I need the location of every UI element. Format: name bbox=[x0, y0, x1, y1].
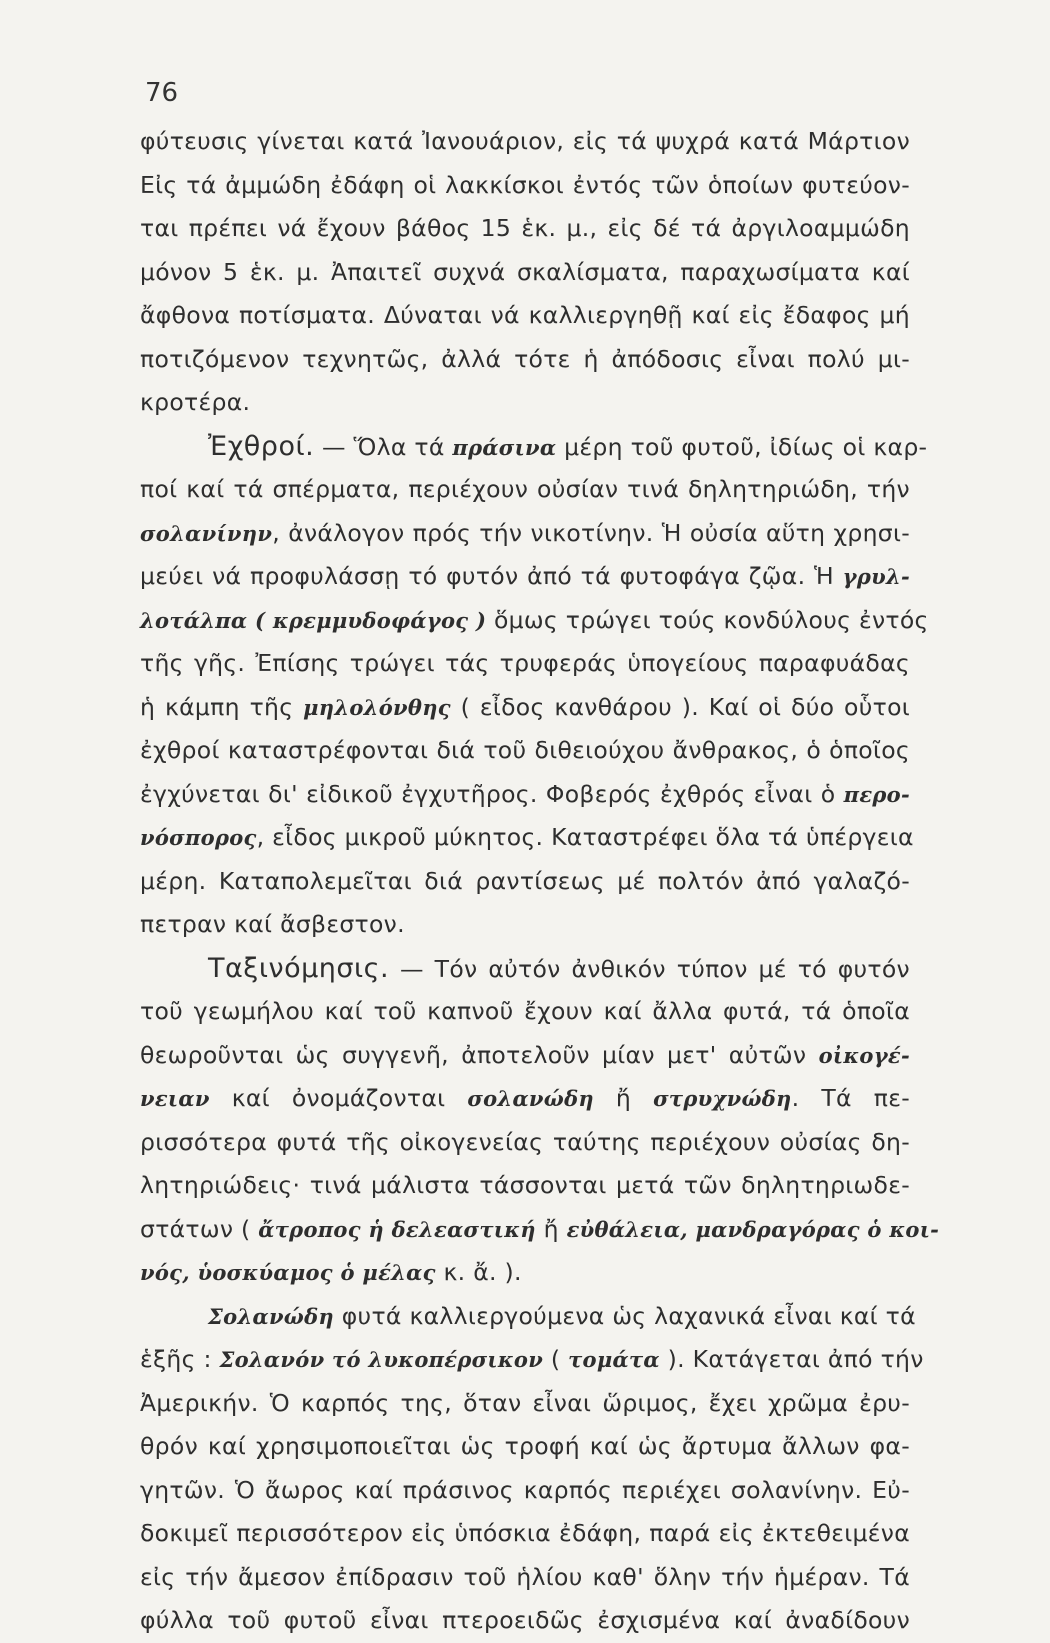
text-line bbox=[140, 120, 910, 164]
text-line bbox=[140, 164, 910, 208]
emphasized-term: λοτάλπα ( κρεμμυδοφάγος ) bbox=[140, 607, 487, 633]
text-line bbox=[140, 251, 910, 295]
emphasized-term: ἄτροπος ἡ δελεαστική bbox=[258, 1216, 536, 1242]
text-segment: ἡ κάμπη τῆς bbox=[140, 692, 304, 721]
emphasized-term: πράσινα bbox=[452, 434, 557, 460]
text-line bbox=[140, 599, 929, 643]
text-segment: ἄφθονα ποτίσματα. Δύναται νά καλλιεργηθῇ καί εἰς ἔδαφος μή bbox=[140, 301, 910, 329]
text-segment: . Τά πε- bbox=[791, 1084, 911, 1112]
text-segment: ἑξῆς : bbox=[140, 1345, 220, 1373]
text-line bbox=[140, 512, 910, 556]
emphasized-term: νός, ὑοσκύαμος ὁ μέλας bbox=[140, 1260, 436, 1285]
text-segment: φύλλα τοῦ φυτοῦ εἶναι πτεροειδῶς ἐσχισμένα καί ἀναδίδουν bbox=[140, 1606, 910, 1634]
text-segment: μέρη τοῦ φυτοῦ, ἰδίως οἱ καρ- bbox=[556, 432, 928, 461]
emphasized-term: γρυλ- bbox=[842, 564, 910, 589]
text-line bbox=[140, 338, 910, 382]
text-line bbox=[140, 860, 910, 904]
emphasized-term: τομάτα bbox=[568, 1347, 660, 1372]
text-segment: ( εἶδος κανθάρου ). Καί οἱ δύο οὗτοι bbox=[450, 692, 910, 721]
text-segment: ἤ bbox=[535, 1214, 567, 1243]
text-line bbox=[140, 773, 910, 817]
text-segment: , ἀνάλογον πρός τήν νικοτίνην. Ἡ οὐσία αὕτη χρησι- bbox=[272, 518, 910, 547]
text-line bbox=[140, 1338, 924, 1382]
text-line bbox=[140, 1295, 916, 1339]
emphasized-term: οἰκογέ- bbox=[818, 1042, 910, 1068]
text-line bbox=[140, 686, 910, 730]
text-segment: γητῶν. Ὁ ἄωρος καί πράσινος καρπός περιέχει σολανίνην. Εὐ- bbox=[140, 1475, 910, 1504]
text-line bbox=[140, 1556, 910, 1600]
text-segment: — Ὅλα τά bbox=[314, 432, 453, 461]
text-segment: θεωροῦνται ὡς συγγενῆ, ἀποτελοῦν μίαν μετ' αὐτῶν bbox=[140, 1040, 819, 1069]
text-segment: ( bbox=[543, 1345, 569, 1373]
text-line bbox=[140, 903, 910, 947]
text-segment: ). Κατάγεται ἀπό τήν bbox=[659, 1345, 924, 1373]
body-text bbox=[140, 120, 940, 1643]
text-segment: πετραν καί ἄσβεστον. bbox=[140, 910, 405, 938]
text-line bbox=[140, 1034, 910, 1078]
text-line bbox=[140, 1208, 940, 1252]
text-line bbox=[140, 990, 910, 1034]
text-segment: δοκιμεῖ περισσότερον εἰς ὑπόσκια ἐδάφη, παρά εἰς ἐκτεθειμένα bbox=[140, 1519, 910, 1547]
text-segment: μόνον 5 ἑκ. μ. Ἀπαιτεῖ συχνά σκαλίσματα, παραχωσίματα καί bbox=[140, 257, 910, 286]
text-segment: θρόν καί χρησιμοποιεῖται ὡς τροφή καί ὡς ἄρτυμα ἄλλων φα- bbox=[140, 1432, 910, 1460]
text-segment: ἤ bbox=[593, 1084, 654, 1112]
emphasized-term: μηλολόνθης bbox=[303, 694, 451, 720]
text-segment: κροτέρα. bbox=[140, 388, 251, 416]
text-segment: ποτιζόμενον τεχνητῶς, ἀλλά τότε ἡ ἀπόδοσις εἶναι πολύ μι- bbox=[140, 344, 910, 373]
text-segment: μέρη. Καταπολεμεῖται διά ραντίσεως μέ πολτόν ἀπό γαλαζό- bbox=[140, 866, 910, 895]
text-segment: λητηριώδεις· τινά μάλιστα τάσσονται μετά τῶν δηλητηριωδε- bbox=[140, 1171, 910, 1199]
text-segment: ται πρέπει νά ἔχουν βάθος 15 ἑκ. μ., εἰς δέ τά ἀργιλοαμμώδη bbox=[140, 214, 910, 242]
text-segment: φυτά καλλιεργούμενα ὡς λαχανικά εἶναι καί τά bbox=[333, 1301, 916, 1330]
text-segment: ρισσότερα φυτά τῆς οἰκογενείας ταύτης περιέχουν οὐσίας δη- bbox=[140, 1127, 910, 1156]
text-segment: , εἶδος μικροῦ μύκητος. Καταστρέφει ὅλα τά ὑπέργεια bbox=[256, 823, 914, 851]
text-segment: μεύει νά προφυλάσσῃ τό φυτόν ἀπό τά φυτοφάγα ζῷα. Ἡ bbox=[140, 562, 843, 590]
text-line bbox=[140, 816, 914, 860]
emphasized-term: σολανώδη bbox=[467, 1086, 594, 1111]
text-line bbox=[140, 1164, 910, 1208]
text-line bbox=[140, 1512, 910, 1556]
text-line bbox=[140, 1382, 910, 1426]
text-line bbox=[140, 468, 910, 512]
text-line bbox=[140, 425, 928, 469]
text-segment: τῆς γῆς. Ἐπίσης τρώγει τάς τρυφεράς ὑπογείους παραφυάδας bbox=[140, 649, 910, 677]
section-heading: Ταξινόμησις. bbox=[208, 952, 390, 984]
text-segment: εἰς τήν ἄμεσον ἐπίδρασιν τοῦ ἡλίου καθ' ὅλην τήν ἡμέραν. Τά bbox=[140, 1562, 910, 1591]
emphasized-term: Σολανόν τό λυκοπέρσικον bbox=[219, 1347, 544, 1372]
text-segment: Εἰς τά ἀμμώδη ἐδάφη οἱ λακκίσκοι ἐντός τῶν ὁποίων φυτεύον- bbox=[140, 170, 910, 199]
page-number: 76 bbox=[145, 78, 179, 108]
text-line bbox=[140, 1469, 910, 1513]
text-segment: ἐγχύνεται δι' εἰδικοῦ ἐγχυτῆρος. Φοβερός ἐχθρός εἶναι ὁ bbox=[140, 779, 844, 808]
text-line bbox=[140, 207, 910, 251]
text-segment: Ἀμερικήν. Ὁ καρπός της, ὅταν εἶναι ὥριμος, ἔχει χρῶμα ἐρυ- bbox=[140, 1388, 910, 1417]
emphasized-term: στρυχνώδη bbox=[653, 1086, 792, 1111]
text-line bbox=[140, 947, 910, 991]
emphasized-term: περο- bbox=[843, 781, 910, 807]
emphasized-term: εὐθάλεια, μανδραγόρας ὁ κοι- bbox=[566, 1216, 940, 1242]
text-line bbox=[140, 294, 910, 338]
text-line bbox=[140, 1599, 910, 1643]
text-line bbox=[140, 381, 910, 425]
text-segment: τοῦ γεωμήλου καί τοῦ καπνοῦ ἔχουν καί ἄλλα φυτά, τά ὁποῖα bbox=[140, 997, 910, 1025]
emphasized-term: σολανίνην bbox=[140, 520, 273, 546]
section-heading: Ἐχθροί. bbox=[208, 430, 315, 462]
text-line bbox=[140, 1425, 910, 1469]
text-line bbox=[140, 1251, 910, 1295]
text-segment: ἐχθροί καταστρέφονται διά τοῦ διθειούχου ἄνθρακος, ὁ ὁποῖος bbox=[140, 736, 910, 764]
text-segment: ὅμως τρώγει τούς κονδύλους ἐντός bbox=[486, 605, 929, 634]
text-line bbox=[140, 729, 910, 773]
text-segment: φύτευσις γίνεται κατά Ἰανουάριον, εἰς τά ψυχρά κατά Μάρτιον bbox=[140, 127, 910, 155]
text-segment: κ. ἄ. ). bbox=[435, 1258, 522, 1286]
emphasized-term: νόσπορος bbox=[140, 825, 257, 850]
text-line bbox=[140, 1077, 910, 1121]
text-segment: ποί καί τά σπέρματα, περιέχουν οὐσίαν τινά δηλητηριώδη, τήν bbox=[140, 475, 910, 503]
emphasized-term: νειαν bbox=[140, 1086, 210, 1111]
text-segment: καί ὀνομάζονται bbox=[209, 1084, 468, 1112]
text-segment: στάτων ( bbox=[140, 1214, 259, 1243]
text-line bbox=[140, 1121, 910, 1165]
text-line bbox=[140, 642, 910, 686]
emphasized-term: Σολανώδη bbox=[208, 1303, 334, 1329]
text-line bbox=[140, 555, 910, 599]
text-segment: — Τόν αὐτόν ἀνθικόν τύπον μέ τό φυτόν bbox=[389, 954, 910, 983]
